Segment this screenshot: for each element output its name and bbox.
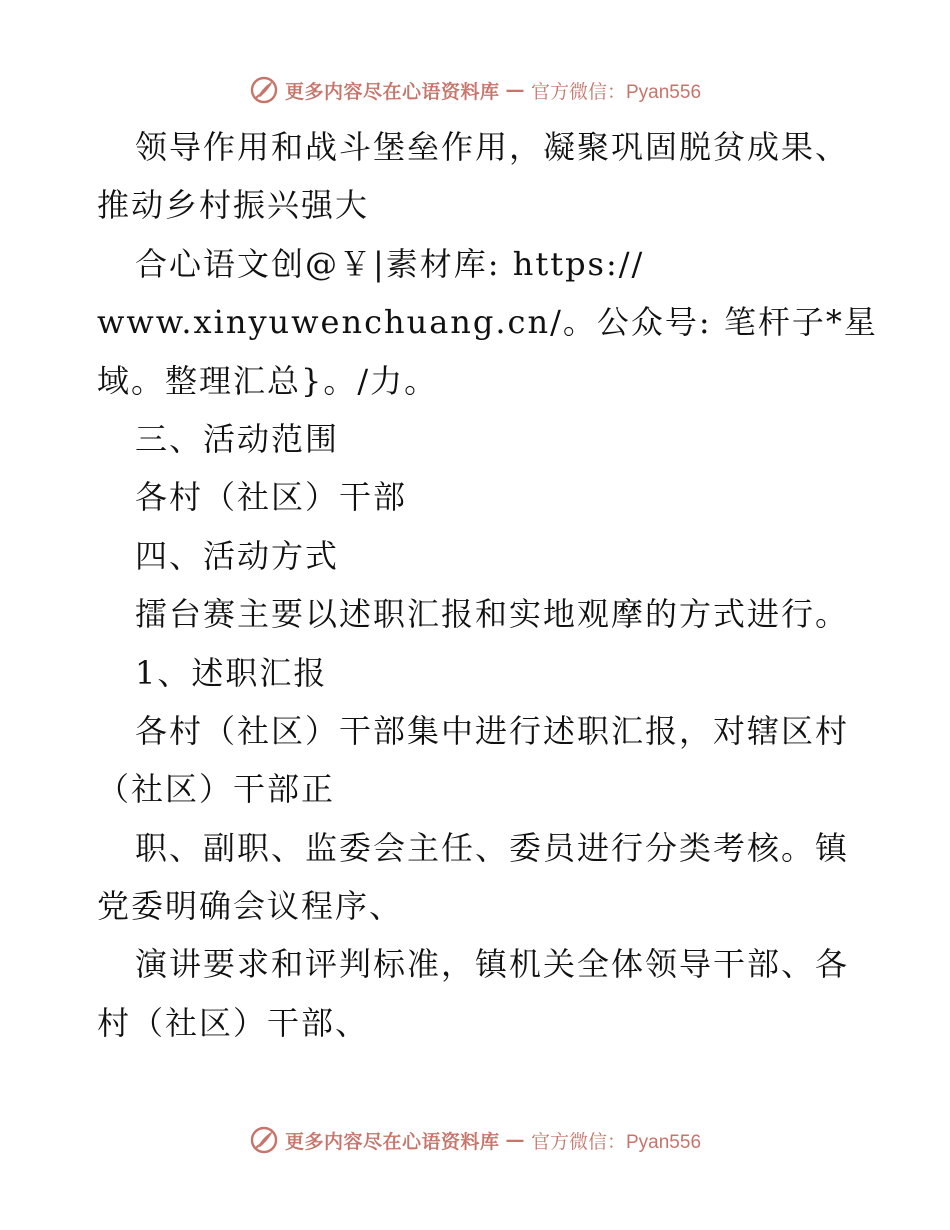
quill-pen-logo-icon (249, 1125, 279, 1155)
watermark-tail-prefix: 官方微信： (530, 80, 626, 103)
watermark-wechat-id: Pyan556 (626, 81, 702, 103)
text-line: 职、副职、监委会主任、委员进行分类考核。镇 (135, 828, 850, 867)
text-line: 三、活动范围 (135, 419, 340, 458)
text-line: 党委明确会议程序、 (97, 887, 404, 926)
quill-pen-logo-icon (249, 75, 279, 105)
text-line: 合心语文创@￥|素材库: https:// (135, 244, 645, 283)
text-line: 四、活动方式 (135, 536, 340, 575)
text-line: 域。整理汇总}。/力。 (97, 361, 439, 400)
watermark-wechat-id: Pyan556 (626, 1131, 702, 1153)
watermark-text: 更多内容尽在心语资料库 (284, 1130, 500, 1153)
header-watermark (0, 70, 950, 110)
text-line: 各村（社区）干部 (135, 478, 408, 517)
text-line: 1、述职汇报 (135, 653, 328, 692)
text-line: 村（社区）干部、 (97, 1003, 370, 1042)
watermark-dash: — (505, 79, 525, 101)
text-line: www.xinyuwenchuang.cn/。公众号: 笔杆子*星 (97, 303, 878, 342)
text-line: 擂台赛主要以述职汇报和实地观摩的方式进行。 (135, 595, 850, 634)
text-line: 领导作用和战斗堡垒作用，凝聚巩固脱贫成果、 (135, 128, 850, 166)
text-line: 演讲要求和评判标准，镇机关全体领导干部、各 (135, 945, 850, 984)
watermark-text: 更多内容尽在心语资料库 (284, 80, 500, 103)
watermark-wechat (531, 77, 701, 104)
document-body (97, 118, 877, 1052)
watermark-tail-prefix: 官方微信： (530, 1130, 626, 1153)
text-line: 各村（社区）干部集中进行述职汇报，对辖区村 (135, 711, 850, 750)
watermark-wechat (531, 1127, 701, 1154)
text-line: （社区）干部正 (97, 770, 336, 809)
text-line: 推动乡村振兴强大 (97, 186, 370, 225)
watermark-dash: — (505, 1129, 525, 1151)
footer-watermark (0, 1120, 950, 1160)
